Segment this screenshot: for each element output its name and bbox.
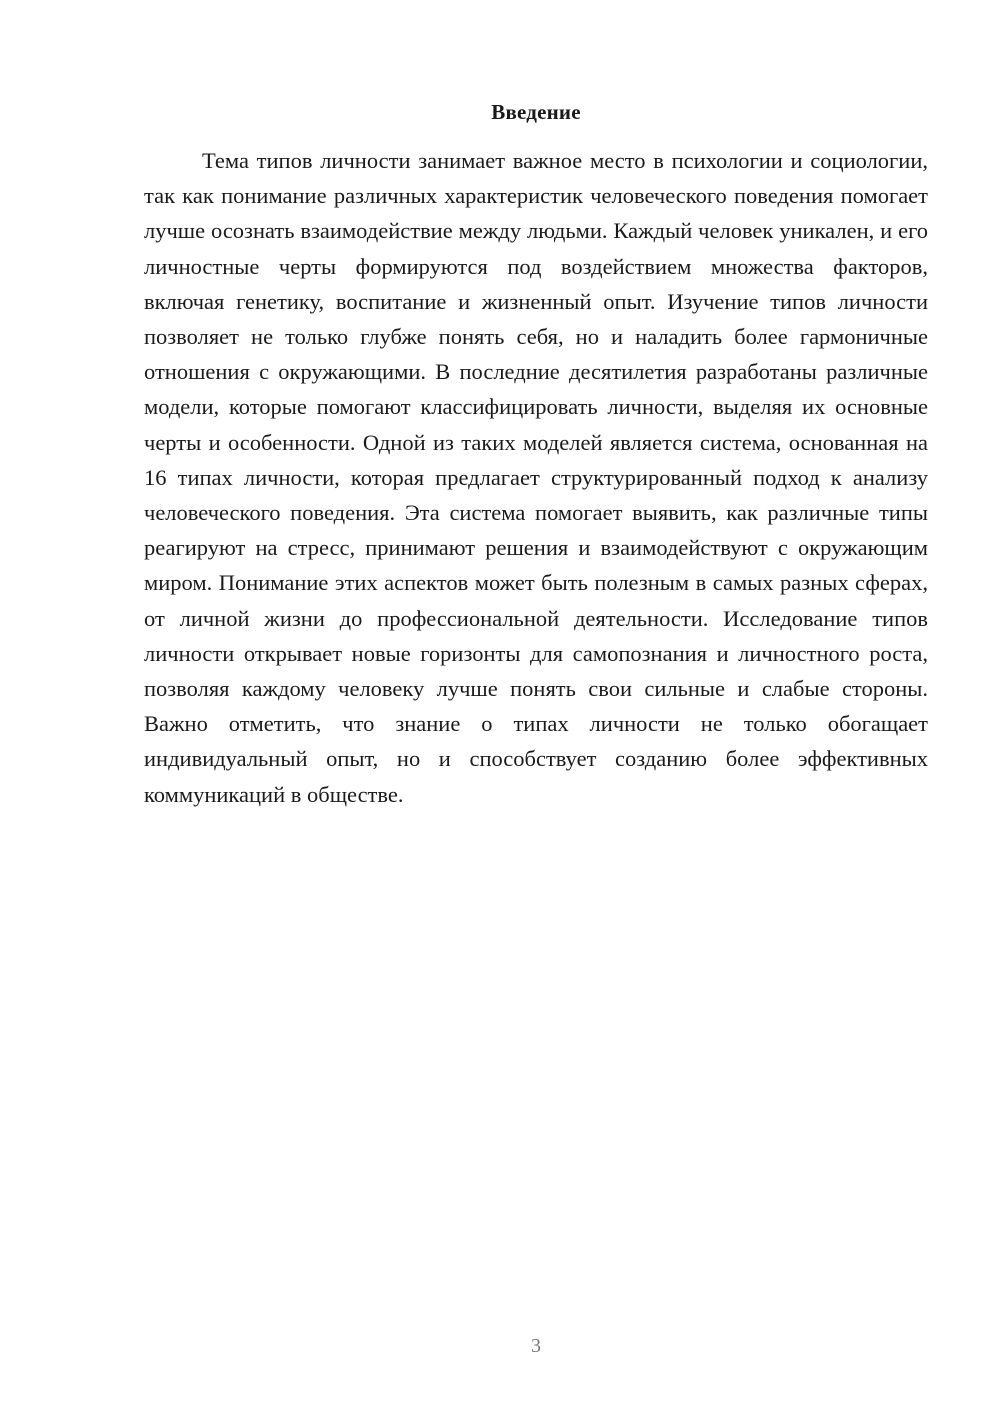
page-title: Введение — [491, 100, 581, 124]
page-number: 3 — [531, 1335, 541, 1357]
body-paragraph: Тема типов личности занимает важное место в психологии и социологии, так как понимание различных характеристик человеческого поведения помогает лучше осознать взаимодействие между людьми. Каждый человек уникален, и его личностные черты формируются под воздействием множества факторов, включая генетику, воспитание и жизненный опыт. Изучение типов личности позволяет не только глубже понять себя, но и наладить более гармоничные отношения с окружающими. В последние десятилетия разработаны различные модели, которые помогают классифицировать личности, выделяя их основные черты и особенности. Одной из таких моделей является система, основанная на 16 типах личности, которая предлагает структурированный подход к анализу человеческого поведения. Эта система помогает выявить, как различные типы реагируют на стресс, принимают решения и взаимодействуют с окружающим миром. Понимание этих аспектов может быть полезным в самых разных сферах, от личной жизни до профессиональной деятельности. Исследование типов личности открывает новые горизонты для самопознания и личностного роста, позволяя каждому человеку лучше понять свои сильные и слабые стороны. Важно отметить, что знание о типах личности не только обогащает индивидуальный опыт, но и способствует созданию более эффективных коммуникаций в обществе. — [144, 148, 928, 807]
